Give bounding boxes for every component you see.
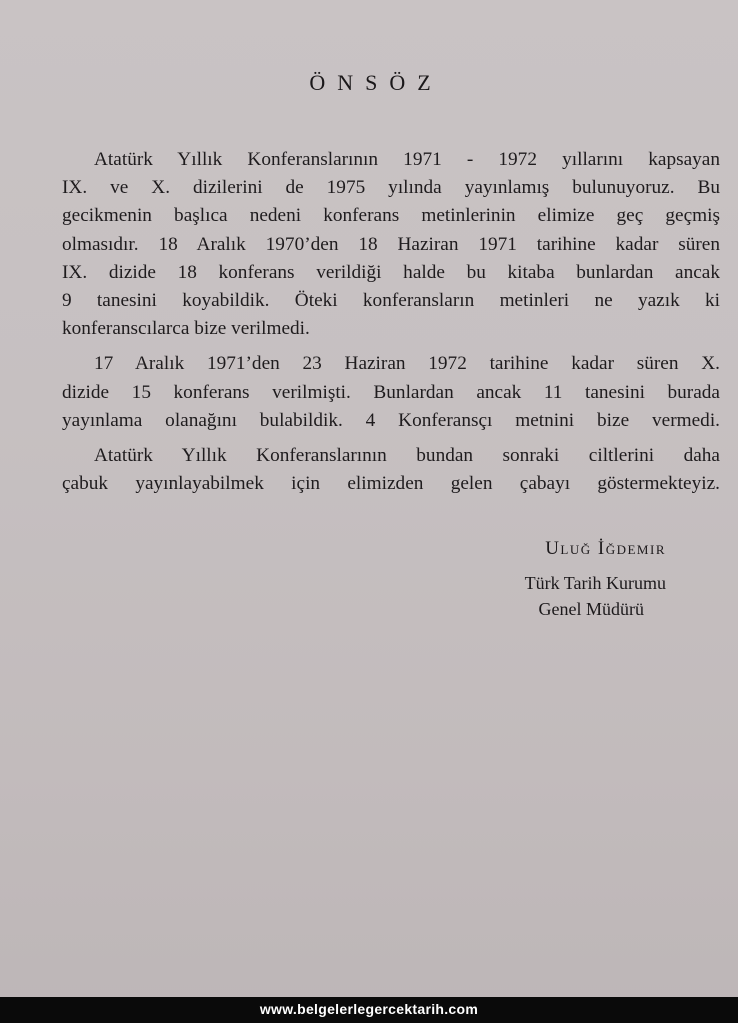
watermark-banner — [0, 997, 738, 1023]
signatory-name: Uluğ İğdemir — [545, 538, 666, 559]
signatory-position: Genel Müdürü — [538, 599, 644, 619]
text-line: IX. ve X. dizilerini de 1975 yılında yayınlamış bulunuyoruz. Bu — [62, 177, 720, 199]
text-line: IX. dizide 18 konferans verildiği halde bu kitaba bunlardan ancak — [62, 261, 720, 283]
signature-block — [525, 536, 666, 622]
text-line: 9 tanesini koyabildik. Öteki konferansların metinleri ne yazık ki — [62, 290, 720, 312]
signatory-institution: Türk Tarih Kurumu — [524, 573, 666, 593]
paragraph-3 — [62, 442, 720, 498]
text-line: yayınlama olanağını bulabildik. 4 Konferansçı metnini bize vermedi. — [62, 409, 720, 431]
text-line: dizide 15 konferans verilmişti. Bunlardan ancak 11 tanesini burada — [62, 381, 720, 403]
text-line: 17 Aralık 1971’den 23 Haziran 1972 tarihine kadar süren X. — [94, 353, 720, 375]
text-line: gecikmenin başlıca nedeni konferans metinlerinin elimize geç geçmiş — [62, 205, 720, 227]
text-line: olmasıdır. 18 Aralık 1970’den 18 Haziran 1971 tarihine kadar süren — [62, 233, 720, 255]
text-line: konferanscılarca bize verilmedi. — [62, 318, 310, 340]
text-line: çabuk yayınlayabilmek için elimizden gelen çabayı göstermekteyiz. — [62, 473, 720, 495]
text-line: Atatürk Yıllık Konferanslarının bundan sonraki ciltlerini daha — [94, 445, 720, 467]
page-title: ÖNSÖZ — [309, 70, 443, 95]
text-line: Atatürk Yıllık Konferanslarının 1971 - 1972 yıllarını kapsayan — [94, 149, 720, 170]
paragraph-1 — [62, 146, 720, 343]
paragraph-2 — [62, 350, 720, 435]
watermark-text: www.belgelerlegercektarih.com — [259, 1001, 479, 1017]
preface-body — [62, 146, 720, 505]
